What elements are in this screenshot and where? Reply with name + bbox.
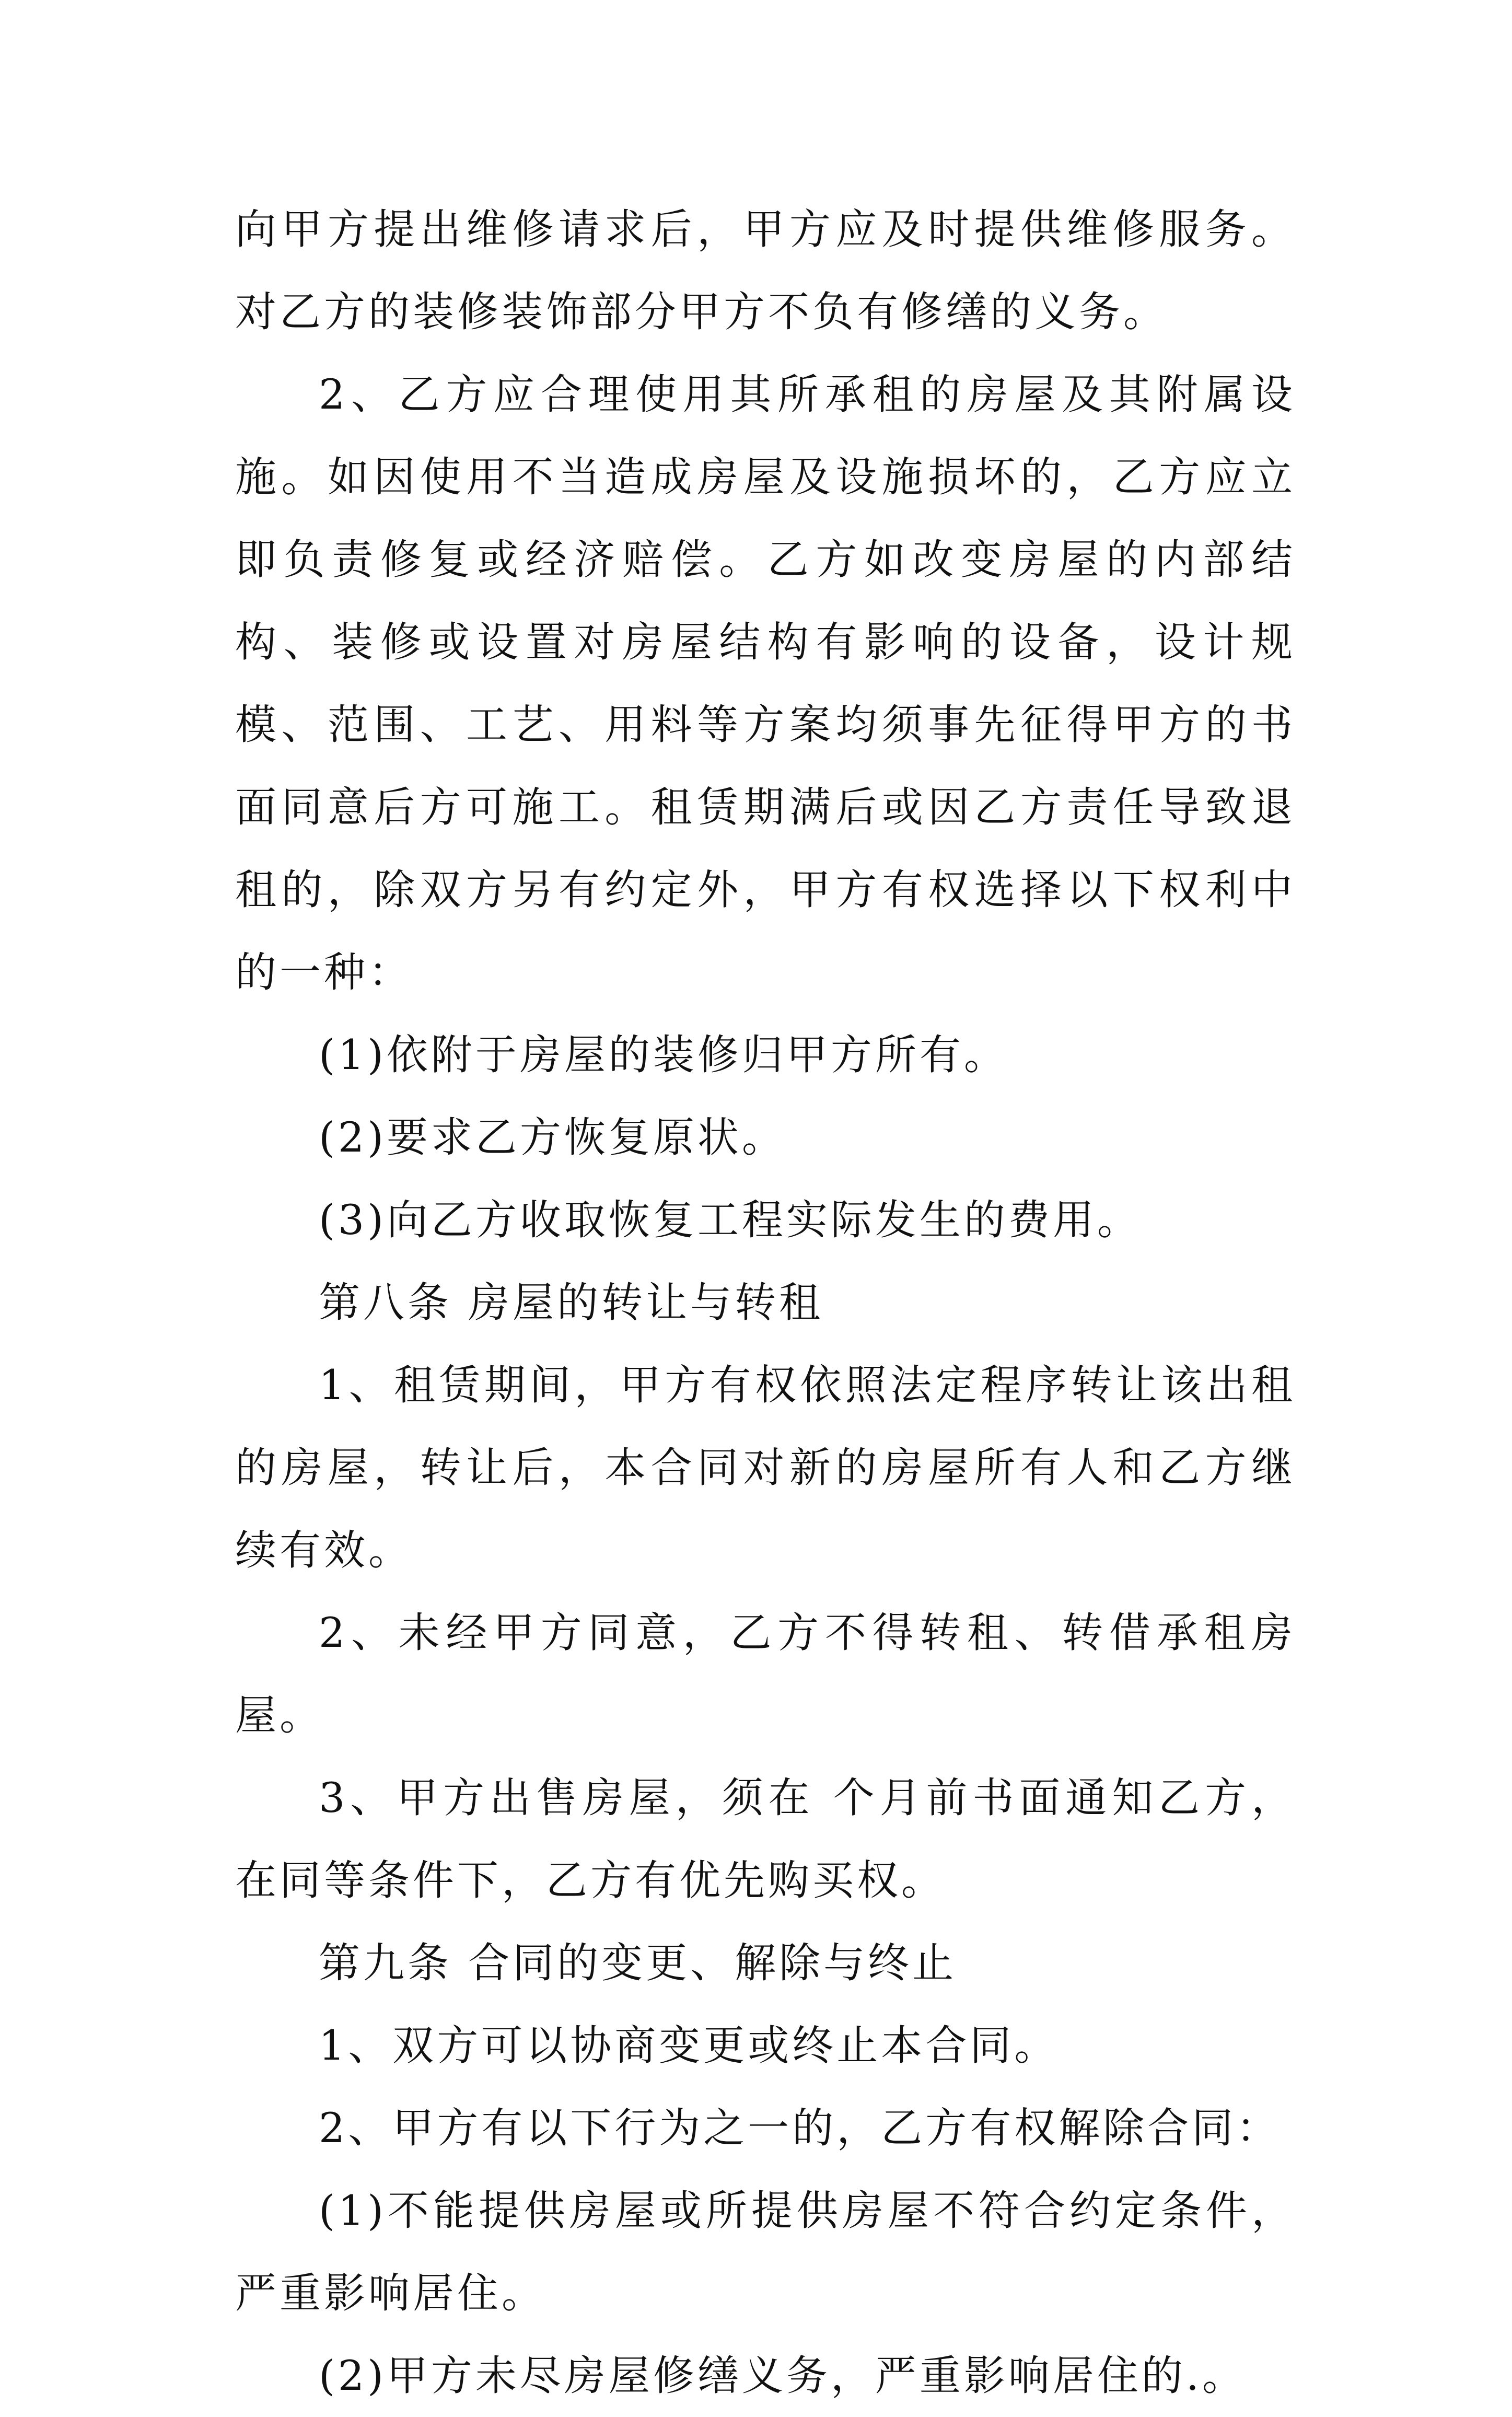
article-9-heading: 第九条 合同的变更、解除与终止 <box>319 1939 957 1987</box>
paragraph-option-3: (3)向乙方收取恢复工程实际发生的费用。 <box>319 1196 1142 1244</box>
paragraph-option-1: (1)依附于房屋的装修归甲方所有。 <box>319 1031 1008 1079</box>
paragraph-option-2: (2)要求乙方恢复原状。 <box>319 1113 786 1161</box>
document-page <box>235 188 1296 2417</box>
paragraph-article-8-item-2: 2、未经甲方同意，乙方不得转租、转借承租房屋。 <box>235 1609 1296 1739</box>
article-8-heading: 第八条 房屋的转让与转租 <box>319 1279 824 1327</box>
paragraph-article-9-sub-2: (2)甲方未尽房屋修缮义务，严重影响居住的.。 <box>319 2352 1247 2400</box>
paragraph-continuation: 向甲方提出维修请求后，甲方应及时提供维修服务。对乙方的装修装饰部分甲方不负有修缮的义务。 <box>235 205 1296 336</box>
paragraph-article-8-item-3: 3、甲方出售房屋，须在 个月前书面通知乙方，在同等条件下，乙方有优先购买权。 <box>235 1774 1296 1904</box>
paragraph-article-8-item-1: 1、租赁期间，甲方有权依照法定程序转让该出租的房屋，转让后，本合同对新的房屋所有人和乙方继续有效。 <box>235 1361 1296 1574</box>
paragraph-article-9-sub-1: (1)不能提供房屋或所提供房屋不符合约定条件，严重影响居住。 <box>235 2187 1296 2317</box>
paragraph-article-9-item-2: 2、甲方有以下行为之一的，乙方有权解除合同： <box>319 2104 1281 2152</box>
paragraph-article-9-item-1: 1、双方可以协商变更或终止本合同。 <box>319 2021 1059 2070</box>
paragraph-clause-2: 2、乙方应合理使用其所承租的房屋及其附属设施。如因使用不当造成房屋及设施损坏的，乙方应立即负责修复或经济赔偿。乙方如改变房屋的内部结构、装修或设置对房屋结构有影响的设备，设计规模、范围、工艺、用料等方案均须事先征得甲方的书面同意后方可施工。租赁期满后或因乙方责任导致退租的，除双方另有约定外，甲方有权选择以下权利中的一种： <box>235 370 1296 996</box>
